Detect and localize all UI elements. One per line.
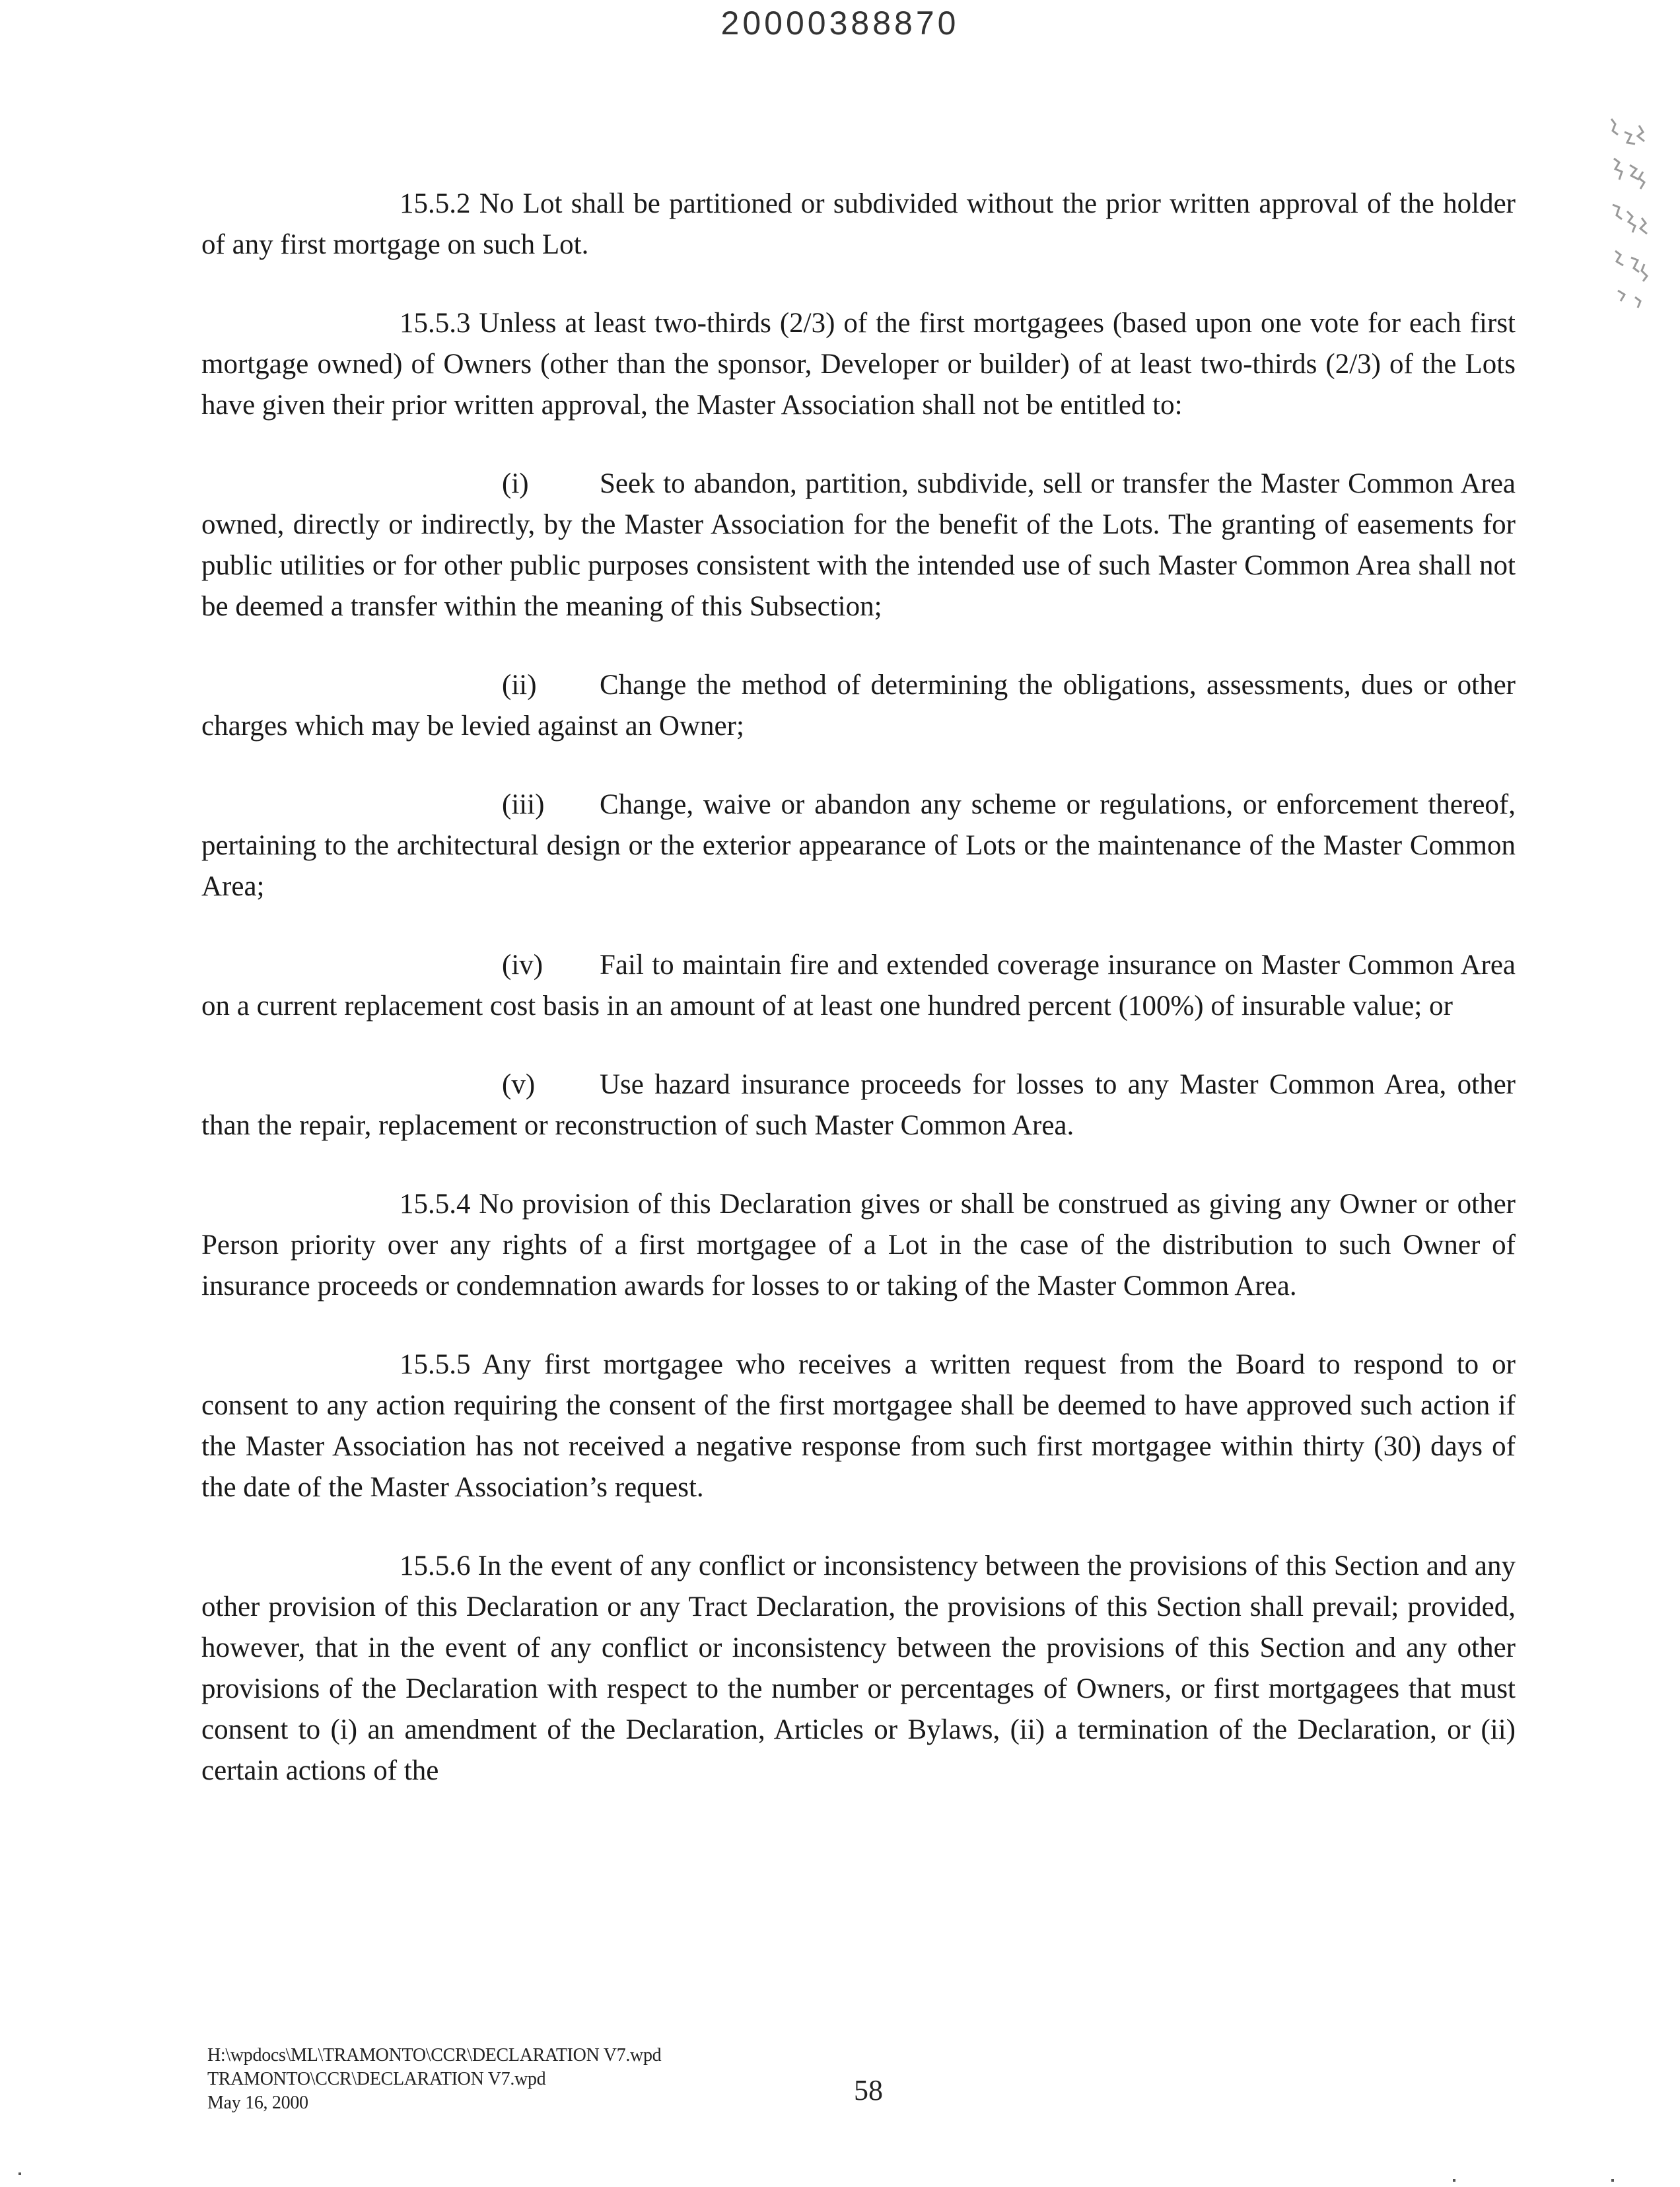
section-15-5-6: 15.5.6 In the event of any conflict or inconsistency between the provisions of this Section and any other provision of this Declaration or any Tract Declaration, the provisions of this Section shall prevail; provided, however, that in the event of any conflict or inconsistency between the provisions of this Section and any other provisions of the Declaration with respect to the number or percentages of Owners, or first mortgagees that must consent to (i) an amendment of the Declaration, Articles or Bylaws, (ii) a termination of the Declaration, or (ii) certain actions of the xyxy=(201,1550,1516,1786)
list-item-text: Change, waive or abandon any scheme or regulations, or enforcement thereof, pertaining to the architectural design or the exterior appearance of Lots or the maintenance of the Master Common Area; xyxy=(201,789,1516,902)
list-marker: (iii) xyxy=(502,789,545,820)
section-15-5-4: 15.5.4 No provision of this Declaration gives or shall be construed as giving any Owner or other Person priority over any rights of a first mortgagee of a Lot in the case of the distribution to such Owner of insurance proceeds or condemnation awards for losses to or taking of the Master Common Area. xyxy=(201,1189,1516,1302)
list-item-iii xyxy=(201,784,1516,907)
list-marker: (v) xyxy=(502,1069,536,1100)
list-item-text: Change the method of determining the obligations, assessments, dues or other charges which may be levied against an Owner; xyxy=(201,670,1516,742)
list-marker: (iv) xyxy=(502,950,543,981)
list-item-v xyxy=(201,1064,1516,1146)
list-item-text: Use hazard insurance proceeds for losses to any Master Common Area, other than the repair, replacement or reconstruction of such Master Common Area. xyxy=(201,1069,1516,1141)
section-15-5-5: 15.5.5 Any first mortgagee who receives a written request from the Board to respond to or consent to any action requiring the consent of the first mortgagee shall be deemed to have approved such action if the Master Association has not received a negative response from such first mortgagee within thirty (30) days of the date of the Master Association’s request. xyxy=(201,1349,1516,1503)
footer-date: May 16, 2000 xyxy=(207,2093,308,2113)
scan-speck xyxy=(18,2172,21,2175)
document-body xyxy=(201,184,1516,1829)
document-number: 20000388870 xyxy=(720,5,960,42)
page-number: 58 xyxy=(854,2074,883,2106)
footer-path-line-1: H:\wpdocs\ML\TRAMONTO\CCR\DECLARATION V7.wpd xyxy=(207,2045,662,2066)
list-item-text: Fail to maintain fire and extended coverage insurance on Master Common Area on a current replacement cost basis in an amount of at least one hundred percent (100%) of insurable value; or xyxy=(201,950,1516,1022)
scan-speck xyxy=(1611,2179,1614,2182)
section-15-5-2: 15.5.2 No Lot shall be partitioned or subdivided without the prior written approval of the holder of any first mortgage on such Lot. xyxy=(201,188,1516,260)
recording-stamp-mark xyxy=(1605,106,1655,317)
list-item-text: Seek to abandon, partition, subdivide, sell or transfer the Master Common Area owned, directly or indirectly, by the Master Association for the benefit of the Lots. The granting of easements for public utilities or for other public purposes consistent with the intended use of such Master Common Area shall not be deemed a transfer within the meaning of this Subsection; xyxy=(201,468,1516,622)
list-item-iv xyxy=(201,945,1516,1027)
list-marker: (ii) xyxy=(502,670,537,701)
list-item-ii xyxy=(201,665,1516,747)
list-item-i xyxy=(201,464,1516,627)
file-path-footer xyxy=(207,2044,661,2115)
section-15-5-3: 15.5.3 Unless at least two-thirds (2/3) of the first mortgagees (based upon one vote for each first mortgage owned) of Owners (other than the sponsor, Developer or builder) of at least two-thirds (2/3) of the Lots have given their prior written approval, the Master Association shall not be entitled to: xyxy=(201,308,1516,421)
scan-speck xyxy=(1453,2179,1455,2182)
footer-path-line-2: TRAMONTO\CCR\DECLARATION V7.wpd xyxy=(207,2069,546,2089)
list-marker: (i) xyxy=(502,468,529,499)
